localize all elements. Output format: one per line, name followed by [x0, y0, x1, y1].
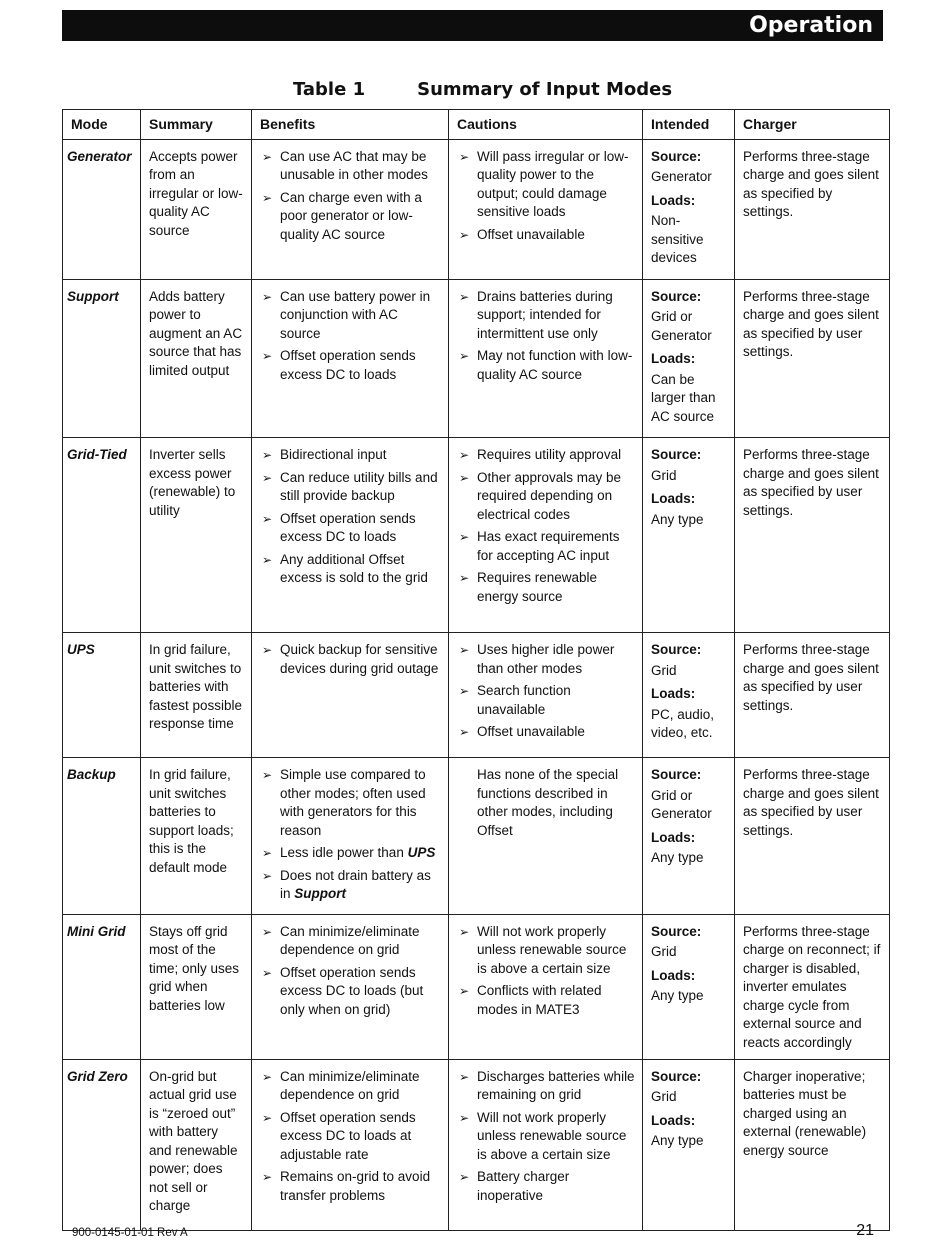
source-label: Source: [651, 642, 702, 657]
column-header: Summary [141, 110, 252, 140]
mode-cell: Grid Zero [63, 1059, 141, 1230]
list-item-text: Does not drain battery as in [280, 867, 431, 901]
list-item: ➢ Requires renewable energy source [457, 569, 635, 606]
table-row [63, 914, 890, 1059]
loads-value: PC, audio, video, etc. [651, 706, 715, 740]
source-label: Source: [651, 288, 702, 304]
list-item: ➢ Search function unavailable [457, 682, 635, 719]
list-item: ➢ Can charge even with a poor generator or low-quality AC source [260, 189, 441, 245]
table-row [63, 438, 890, 633]
benefits-cell [252, 438, 449, 633]
cautions-cell [449, 914, 643, 1059]
list-item: ➢ Simple use compared to other modes; often used with generators for this reason [260, 766, 441, 840]
list-item: ➢ Can minimize/eliminate dependence on grid [260, 1068, 441, 1105]
input-modes-table [62, 109, 890, 1231]
loads-value: Any type [651, 988, 704, 1003]
summary-cell: Stays off grid most of the time; only uses grid when batteries low [141, 914, 252, 1059]
benefits-cell [252, 914, 449, 1059]
table-caption-text: Summary of Input Modes [417, 79, 673, 100]
charger-cell: Performs three-stage charge and goes silent as specified by user settings. [735, 279, 890, 438]
list-item: ➢ Offset unavailable [457, 723, 635, 742]
source-value: Grid or Generator [651, 787, 712, 821]
summary-cell: Accepts power from an irregular or low-quality AC source [141, 139, 252, 279]
list-item: ➢ Uses higher idle power than other modes [457, 641, 635, 678]
table-row [63, 633, 890, 758]
cautions-cell [449, 758, 643, 915]
document-number: 900-0145-01-01 Rev A [72, 1227, 188, 1239]
list-item [260, 867, 441, 904]
benefits-cell [252, 279, 449, 438]
list-item: ➢ Other approvals may be required depending on electrical codes [457, 469, 635, 525]
list-item: ➢ Bidirectional input [260, 446, 441, 465]
list-item: ➢ Offset operation sends excess DC to loads at adjustable rate [260, 1109, 441, 1165]
list-item: ➢ Can use AC that may be unusable in other modes [260, 148, 441, 185]
benefits-cell [252, 758, 449, 915]
source-value: Grid [651, 1089, 677, 1104]
column-header: Benefits [252, 110, 449, 140]
summary-cell: Adds battery power to augment an AC source that has limited output [141, 279, 252, 438]
mode-cell: Mini Grid [63, 914, 141, 1059]
charger-cell: Performs three-stage charge and goes silent as specified by user settings. [735, 438, 890, 633]
table-row [63, 279, 890, 438]
page-number: 21 [856, 1222, 874, 1239]
table-row [63, 758, 890, 915]
mode-cell: UPS [63, 633, 141, 758]
list-item: ➢ Drains batteries during support; intended for intermittent use only [457, 288, 635, 344]
benefits-cell [252, 633, 449, 758]
column-header: Cautions [449, 110, 643, 140]
cautions-cell [449, 279, 643, 438]
source-label: Source: [651, 923, 702, 939]
list-item: ➢ Offset operation sends excess DC to loads [260, 510, 441, 547]
list-item: ➢ Offset operation sends excess DC to loads [260, 347, 441, 384]
intended-cell [643, 633, 735, 758]
cautions-cell [449, 139, 643, 279]
mode-cell: Generator [63, 139, 141, 279]
column-header: Charger [735, 110, 890, 140]
source-label: Source: [651, 447, 702, 462]
loads-label: Loads: [651, 491, 696, 506]
charger-cell: Performs three-stage charge and goes silent as specified by user settings. [735, 633, 890, 758]
list-item: ➢ Will not work properly unless renewable source is above a certain size [457, 1109, 635, 1165]
column-header: Intended [643, 110, 735, 140]
list-item: ➢ Offset operation sends excess DC to loads (but only when on grid) [260, 964, 441, 1020]
intended-cell [643, 279, 735, 438]
list-item: ➢ Any additional Offset excess is sold to the grid [260, 551, 441, 588]
loads-value: Any type [651, 511, 704, 527]
table-row [63, 139, 890, 279]
intended-cell [643, 139, 735, 279]
loads-value: Any type [651, 850, 704, 865]
loads-label: Loads: [651, 967, 696, 983]
cautions-text: Has none of the special functions described in other modes, including Offset [477, 767, 619, 838]
loads-label: Loads: [651, 192, 696, 208]
benefits-cell [252, 139, 449, 279]
charger-cell: Charger inoperative; batteries must be charged using an external (renewable) energy source [735, 1059, 890, 1230]
source-label: Source: [651, 1068, 702, 1084]
list-item: ➢ Will pass irregular or low-quality power to the output; could damage sensitive loads [457, 148, 635, 222]
intended-cell [643, 1059, 735, 1230]
source-value: Grid [651, 662, 677, 678]
source-label: Source: [651, 767, 702, 782]
list-item: ➢ Discharges batteries while remaining on grid [457, 1068, 635, 1105]
cautions-cell [449, 1059, 643, 1230]
list-item: ➢ Offset unavailable [457, 226, 635, 245]
table-caption [0, 79, 950, 100]
list-item [260, 844, 441, 863]
intended-cell [643, 914, 735, 1059]
cautions-cell [449, 438, 643, 633]
intended-cell [643, 438, 735, 633]
list-item: ➢ Battery charger inoperative [457, 1168, 635, 1205]
cautions-cell [449, 633, 643, 758]
table-row [63, 1059, 890, 1230]
mode-cell: Support [63, 279, 141, 438]
list-item: ➢ Can minimize/eliminate dependence on grid [260, 923, 441, 960]
list-item: ➢ Remains on-grid to avoid transfer problems [260, 1168, 441, 1205]
loads-label: Loads: [651, 829, 696, 845]
source-label: Source: [651, 148, 702, 164]
intended-cell [643, 758, 735, 915]
charger-cell: Performs three-stage charge on reconnect; if charger is disabled, inverter emulates charge cycle from external source and reacts accordingly [735, 914, 890, 1059]
benefits-cell [252, 1059, 449, 1230]
loads-value: Can be larger than AC source [651, 371, 716, 424]
column-header: Mode [63, 110, 141, 140]
section-title: Operation [749, 13, 873, 38]
list-item: ➢ Can use battery power in conjunction with AC source [260, 288, 441, 344]
summary-cell: In grid failure, unit switches to batteries with fastest possible response time [141, 633, 252, 758]
loads-value: Non-sensitive devices [651, 213, 704, 265]
list-item: ➢ Conflicts with related modes in MATE3 [457, 982, 635, 1019]
loads-label: Loads: [651, 686, 696, 701]
charger-cell: Performs three-stage charge and goes silent as specified by settings. [735, 139, 890, 279]
loads-label: Loads: [651, 1112, 696, 1128]
list-item-text: Less idle power than [280, 845, 408, 860]
loads-label: Loads: [651, 351, 696, 366]
table-header-row [63, 110, 890, 140]
list-item: ➢ Requires utility approval [457, 446, 635, 465]
mode-cell: Backup [63, 758, 141, 915]
list-item: ➢ Will not work properly unless renewable source is above a certain size [457, 923, 635, 979]
source-value: Grid [651, 944, 677, 959]
table-number: Table 1 [292, 79, 366, 100]
loads-value: Any type [651, 1133, 704, 1148]
source-value: Grid [651, 467, 677, 483]
mode-reference: Support [294, 886, 347, 901]
summary-cell: Inverter sells excess power (renewable) to utility [141, 438, 252, 633]
list-item: ➢ Quick backup for sensitive devices during grid outage [260, 641, 441, 678]
charger-cell: Performs three-stage charge and goes silent as specified by user settings. [735, 758, 890, 915]
list-item: ➢ May not function with low-quality AC source [457, 347, 635, 384]
source-value: Generator [651, 169, 712, 184]
summary-cell: On-grid but actual grid use is “zeroed out” with battery and renewable power; does not sell or charge [141, 1059, 252, 1230]
header-bar [62, 10, 883, 41]
summary-cell: In grid failure, unit switches batteries to support loads; this is the default mode [141, 758, 252, 915]
mode-cell: Grid-Tied [63, 438, 141, 633]
list-item: ➢ Can reduce utility bills and still provide backup [260, 469, 441, 506]
source-value: Grid or Generator [651, 309, 712, 343]
mode-reference: UPS [407, 845, 436, 860]
list-item: ➢ Has exact requirements for accepting AC input [457, 528, 635, 565]
